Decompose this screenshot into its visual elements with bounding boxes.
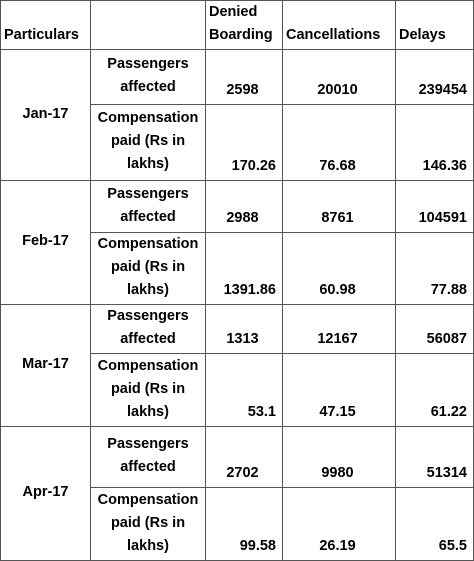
- month-cell: Mar-17: [1, 305, 91, 427]
- denied-value: 170.26: [206, 105, 283, 181]
- cancel-value: 20010: [283, 50, 396, 105]
- denied-value: 2598: [206, 50, 283, 105]
- denied-value: 2988: [206, 181, 283, 233]
- delays-value: 77.88: [396, 233, 474, 305]
- header-delays: Delays: [396, 1, 474, 50]
- header-blank: [91, 1, 206, 50]
- delays-value: 146.36: [396, 105, 474, 181]
- header-cancellations: Cancellations: [283, 1, 396, 50]
- particular-label: Compensation paid (Rs in lakhs): [91, 105, 206, 181]
- month-cell: Apr-17: [1, 427, 91, 561]
- particular-label: Compensation paid (Rs in lakhs): [91, 233, 206, 305]
- cancel-value: 76.68: [283, 105, 396, 181]
- header-particulars: Particulars: [1, 1, 91, 50]
- particular-label: Passengers affected: [91, 50, 206, 105]
- denied-value: 1391.86: [206, 233, 283, 305]
- particular-label: Compensation paid (Rs in lakhs): [91, 488, 206, 561]
- denied-value: 99.58: [206, 488, 283, 561]
- table-row: [1, 305, 474, 354]
- particular-label: Passengers affected: [91, 427, 206, 488]
- cancel-value: 12167: [283, 305, 396, 354]
- delays-value: 104591: [396, 181, 474, 233]
- denied-value: 53.1: [206, 354, 283, 427]
- delays-value: 51314: [396, 427, 474, 488]
- cancel-value: 8761: [283, 181, 396, 233]
- delays-value: 239454: [396, 50, 474, 105]
- header-denied-boarding: Denied Boarding: [206, 1, 283, 50]
- cancel-value: 26.19: [283, 488, 396, 561]
- particular-label: Compensation paid (Rs in lakhs): [91, 354, 206, 427]
- header-row: [1, 1, 474, 50]
- particular-label: Passengers affected: [91, 181, 206, 233]
- delays-value: 56087: [396, 305, 474, 354]
- month-cell: Feb-17: [1, 181, 91, 305]
- table-row: [1, 427, 474, 488]
- table-row: [1, 181, 474, 233]
- cancel-value: 9980: [283, 427, 396, 488]
- table-row: [1, 50, 474, 105]
- denied-value: 1313: [206, 305, 283, 354]
- delays-value: 65.5: [396, 488, 474, 561]
- delays-value: 61.22: [396, 354, 474, 427]
- cancel-value: 60.98: [283, 233, 396, 305]
- particular-label: Passengers affected: [91, 305, 206, 354]
- cancel-value: 47.15: [283, 354, 396, 427]
- month-cell: Jan-17: [1, 50, 91, 181]
- denied-value: 2702: [206, 427, 283, 488]
